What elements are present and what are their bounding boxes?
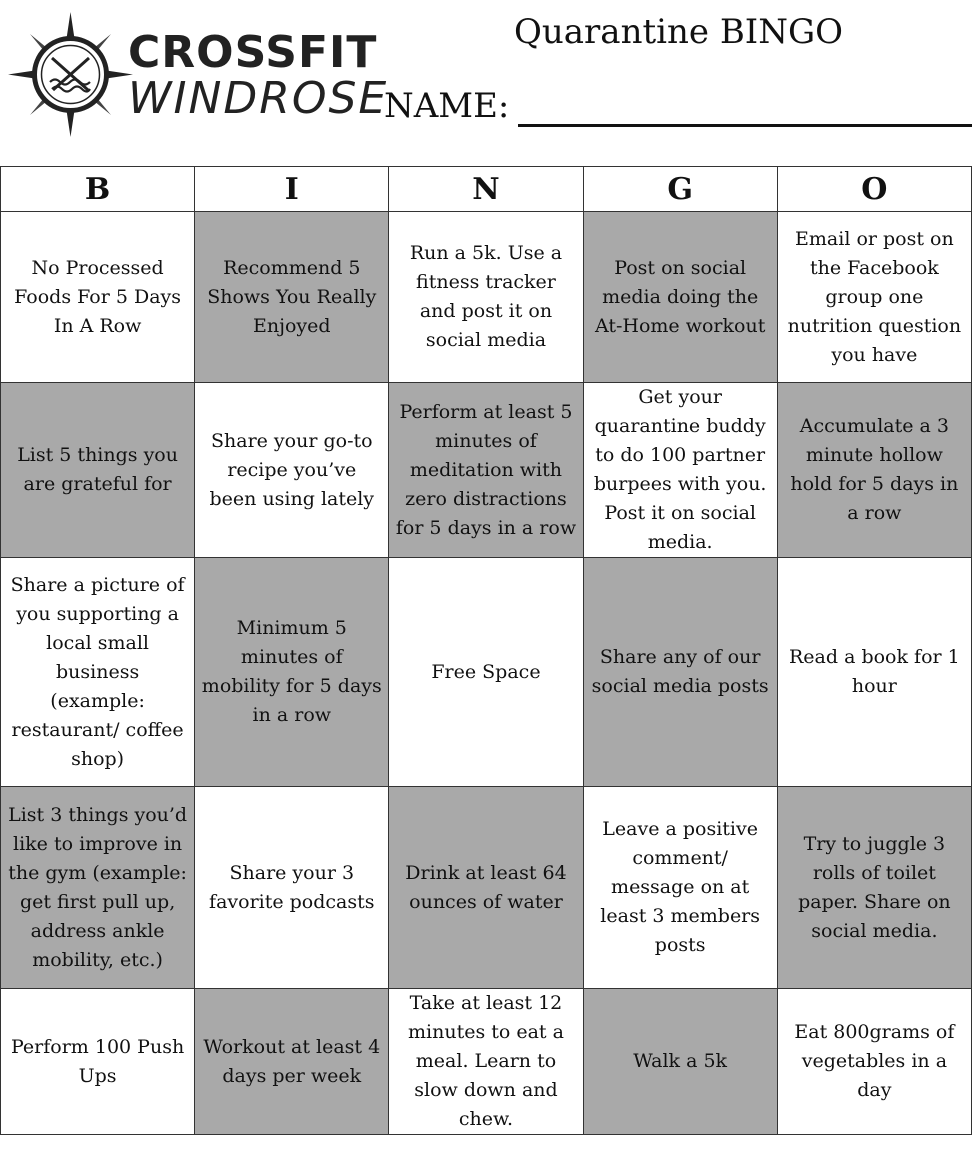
bingo-row-5 (1, 989, 972, 1135)
column-header-o: O (777, 167, 971, 212)
name-field[interactable] (384, 86, 974, 134)
bingo-square[interactable]: Email or post on the Facebook group one nutrition question you have (777, 212, 971, 383)
bingo-square[interactable]: Perform at least 5 minutes of meditation with zero distractions for 5 days in a row (389, 383, 583, 558)
bingo-row-3 (1, 558, 972, 787)
bingo-card (0, 166, 972, 1135)
bingo-square[interactable]: Post on social media doing the At-Home workout (583, 212, 777, 383)
brand-line-2: WINDROSE (128, 73, 389, 124)
bingo-row-1 (1, 212, 972, 383)
bingo-square[interactable]: Share a picture of you supporting a local small business (example: restaurant/ coffee shop) (1, 558, 195, 787)
column-header-row (1, 167, 972, 212)
bingo-square[interactable]: Drink at least 64 ounces of water (389, 787, 583, 989)
column-header-i: I (195, 167, 389, 212)
bingo-square[interactable]: Minimum 5 minutes of mobility for 5 days in a row (195, 558, 389, 787)
bingo-square[interactable]: Share any of our social media posts (583, 558, 777, 787)
bingo-row-4 (1, 787, 972, 989)
bingo-square[interactable]: Share your 3 favorite podcasts (195, 787, 389, 989)
compass-rose-logo-icon (8, 12, 133, 137)
bingo-square[interactable]: No Processed Foods For 5 Days In A Row (1, 212, 195, 383)
bingo-square[interactable]: Run a 5k. Use a fitness tracker and post it on social media (389, 212, 583, 383)
bingo-square[interactable]: Recommend 5 Shows You Really Enjoyed (195, 212, 389, 383)
column-header-b: B (1, 167, 195, 212)
bingo-square[interactable]: Walk a 5k (583, 989, 777, 1135)
brand-line-1: CROSSFIT (128, 27, 378, 78)
name-blank-line[interactable] (518, 124, 972, 127)
name-label: NAME: (384, 86, 510, 126)
bingo-square[interactable]: Read a book for 1 hour (777, 558, 971, 787)
bingo-square[interactable]: Share your go-to recipe you’ve been using lately (195, 383, 389, 558)
bingo-square[interactable]: Workout at least 4 days per week (195, 989, 389, 1135)
page-title: Quarantine BINGO (514, 12, 844, 52)
bingo-square[interactable]: List 5 things you are grateful for (1, 383, 195, 558)
bingo-square[interactable]: Eat 800grams of vegetables in a day (777, 989, 971, 1135)
brand-name (128, 27, 389, 124)
bingo-square[interactable]: Get your quarantine buddy to do 100 partner burpees with you. Post it on social media. (583, 383, 777, 558)
column-header-g: G (583, 167, 777, 212)
bingo-row-2 (1, 383, 972, 558)
page-header (0, 0, 976, 160)
bingo-square[interactable]: Perform 100 Push Ups (1, 989, 195, 1135)
free-space-square[interactable]: Free Space (389, 558, 583, 787)
bingo-square[interactable]: Take at least 12 minutes to eat a meal. Learn to slow down and chew. (389, 989, 583, 1135)
bingo-square[interactable]: Accumulate a 3 minute hollow hold for 5 days in a row (777, 383, 971, 558)
bingo-square[interactable]: Leave a positive comment/ message on at least 3 members posts (583, 787, 777, 989)
bingo-square[interactable]: List 3 things you’d like to improve in the gym (example: get first pull up, address ankle mobility, etc.) (1, 787, 195, 989)
bingo-square[interactable]: Try to juggle 3 rolls of toilet paper. Share on social media. (777, 787, 971, 989)
column-header-n: N (389, 167, 583, 212)
